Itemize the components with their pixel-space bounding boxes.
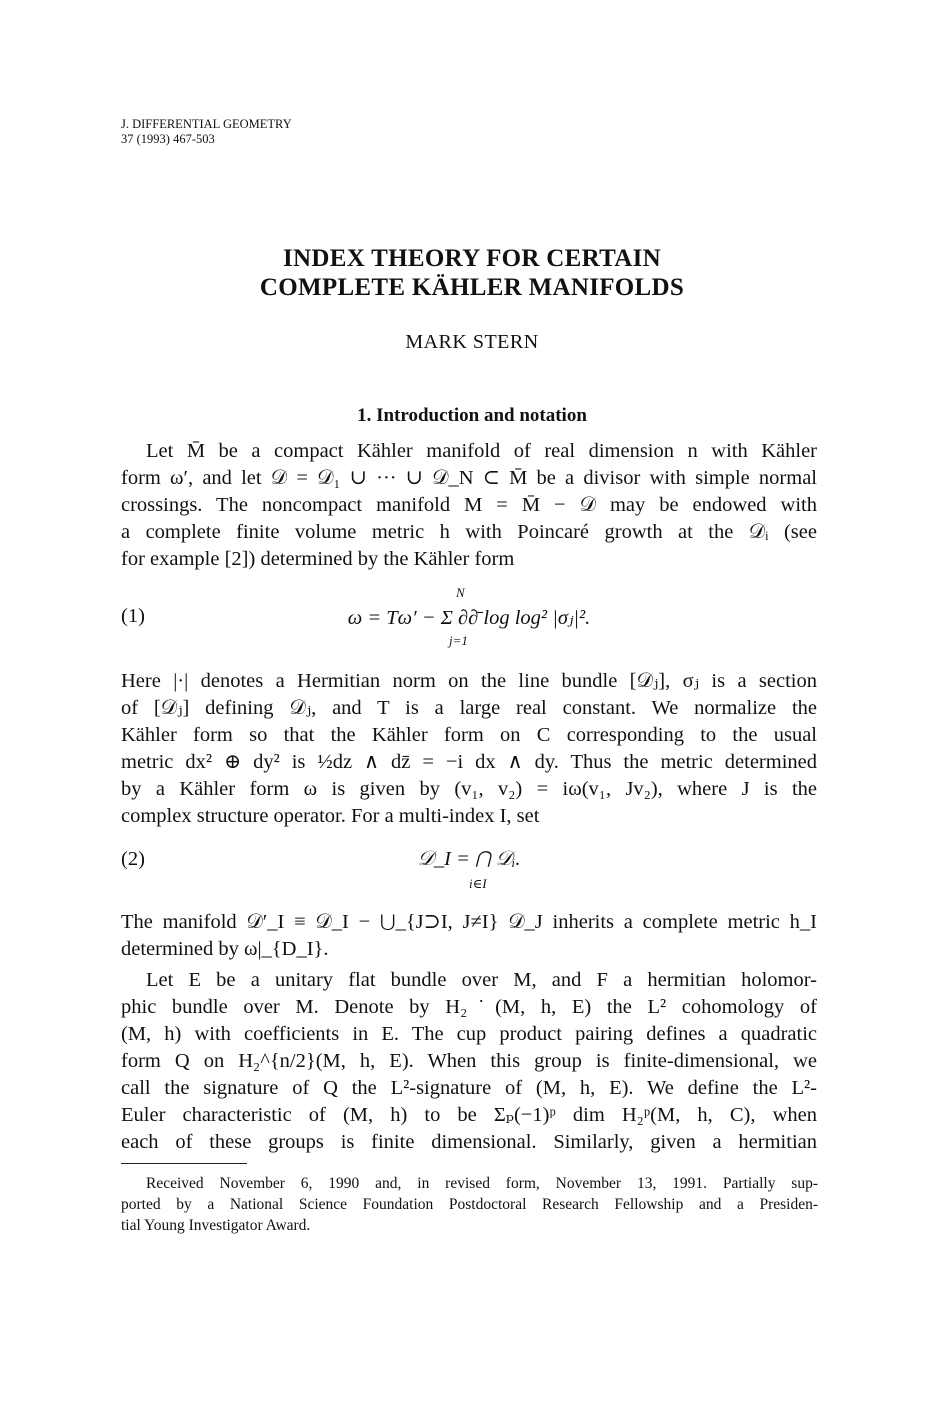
equation-body: ω = Tω′ − Σ ∂∂̄ log log² |σⱼ|².: [347, 607, 591, 629]
text-line: by a Kähler form ω is given by (v₁, v₂) = iω(v₁, Jv₂), where J is the: [121, 778, 817, 800]
author-name: MARK STERN: [405, 331, 539, 353]
footnote-divider: [121, 1163, 247, 1164]
title-line-1: INDEX THEORY FOR CERTAIN: [283, 245, 661, 272]
equation-1: [121, 585, 817, 655]
text-line: form Q on H₂^{n/2}(M, h, E). When this group is finite-dimensional, we: [121, 1050, 817, 1072]
footnote-line: tial Young Investigator Award.: [121, 1217, 311, 1234]
sum-lower-limit: j=1: [449, 633, 468, 648]
text-line: form ω′, and let 𝒟 = 𝒟₁ ∪ ··· ∪ 𝒟_N ⊂ M̄ be a divisor with simple normal: [121, 467, 817, 489]
paragraph-normalization: [121, 668, 817, 830]
text-line: a complete finite volume metric h with Poincaré growth at the 𝒟ᵢ (see: [121, 521, 817, 543]
title-line-2: COMPLETE KÄHLER MANIFOLDS: [259, 274, 685, 301]
equation-2: [121, 848, 817, 891]
text-line: phic bundle over M. Denote by H₂˙(M, h, E) the L² cohomology of: [121, 996, 817, 1018]
text-line: for example [2]) determined by the Kähler form: [121, 548, 515, 570]
footnote-line: Received November 6, 1990 and, in revised form, November 13, 1991. Partially sup-: [146, 1175, 818, 1192]
paper-title: [0, 244, 944, 302]
text-line: crossings. The noncompact manifold M = M̄ − 𝒟 may be endowed with: [121, 494, 817, 516]
paragraph-bundles: [121, 967, 817, 1156]
journal-volume: 37 (1993) 467-503: [121, 132, 215, 146]
text-line: complex structure operator. For a multi-index I, set: [121, 805, 540, 827]
text-line: Euler characteristic of (M, h) to be Σₚ(−1)ᵖ dim H₂ᵖ(M, h, C), when: [121, 1104, 817, 1126]
text-line: (M, h) with coefficients in E. The cup product pairing defines a quadratic: [121, 1023, 817, 1045]
text-line: Let M̄ be a compact Kähler manifold of real dimension n with Kähler: [146, 440, 817, 462]
text-line: Here |·| denotes a Hermitian norm on the line bundle [𝒟ⱼ], σⱼ is a section: [121, 670, 817, 692]
journal-name: J. DIFFERENTIAL GEOMETRY: [121, 117, 292, 131]
text-line: each of these groups is finite dimensional. Similarly, given a hermitian: [121, 1131, 817, 1153]
text-line: call the signature of Q the L²-signature of (M, h, E). We define the L²-: [121, 1077, 817, 1099]
intersection-lower-limit: i∈I: [469, 876, 487, 891]
equation-number: (2): [121, 848, 145, 870]
text-line: determined by ω|_{D_I}.: [121, 938, 329, 960]
paragraph-intro: [121, 438, 817, 573]
text-line: The manifold 𝒟′_I ≡ 𝒟_I − ⋃_{J⊃I, J≠I} 𝒟_J inherits a complete metric h_I: [121, 911, 817, 933]
text-line: Let E be a unitary flat bundle over M, and F a hermitian holomor-: [146, 969, 817, 991]
equation-number: (1): [121, 605, 145, 627]
journal-header: [121, 117, 292, 147]
text-line: metric dx² ⊕ dy² is ½dz ∧ dz̄ = −i dx ∧ dy. Thus the metric determined: [121, 751, 817, 773]
section-heading: 1. Introduction and notation: [357, 405, 587, 426]
equation-body: 𝒟_I = ⋂ 𝒟ᵢ.: [417, 848, 521, 870]
text-line: Kähler form so that the Kähler form on C corresponding to the usual: [121, 724, 817, 746]
paragraph-manifold: [121, 909, 817, 963]
footnote: [121, 1173, 818, 1236]
sum-upper-limit: N: [456, 585, 465, 600]
text-line: of [𝒟ⱼ] defining 𝒟ⱼ, and T is a large real constant. We normalize the: [121, 697, 817, 719]
footnote-line: ported by a National Science Foundation Postdoctoral Research Fellowship and a Presiden-: [121, 1196, 818, 1213]
